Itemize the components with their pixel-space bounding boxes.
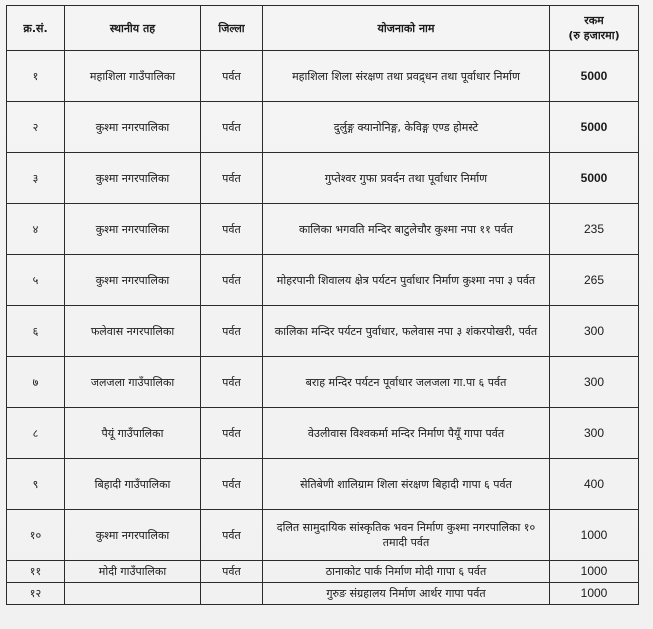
cell-scheme: गुरुङ संग्रहालय निर्माण आर्थर गापा पर्वत <box>263 583 550 605</box>
cell-amount: 1000 <box>550 583 639 605</box>
table-row <box>7 583 639 605</box>
cell-local-level: कुश्मा नगरपालिका <box>65 255 201 306</box>
cell-serial: ८ <box>7 408 65 459</box>
cell-amount: 300 <box>550 357 639 408</box>
cell-local-level: महाशिला गाउँपालिका <box>65 51 201 102</box>
cell-serial: ९ <box>7 459 65 510</box>
table-row <box>7 510 639 561</box>
cell-district: पर्वत <box>201 357 263 408</box>
cell-scheme: कालिका भगवति मन्दिर बाटुलेचौर कुश्मा नपा ११ पर्वत <box>263 204 550 255</box>
table-row <box>7 357 639 408</box>
cell-district: पर्वत <box>201 561 263 583</box>
cell-serial: १ <box>7 51 65 102</box>
header-district: जिल्ला <box>201 6 263 51</box>
cell-serial: ६ <box>7 306 65 357</box>
cell-amount: 265 <box>550 255 639 306</box>
table-header-row <box>7 6 639 51</box>
cell-scheme: वेउलीवास विश्वकर्मा मन्दिर निर्माण पैयूँ गापा पर्वत <box>263 408 550 459</box>
cell-scheme: गुप्तेश्वर गुफा प्रवर्दन तथा पूर्वाधार निर्माण <box>263 153 550 204</box>
cell-district: पर्वत <box>201 510 263 561</box>
cell-serial: ७ <box>7 357 65 408</box>
cell-local-level: मोदी गाउँपालिका <box>65 561 201 583</box>
cell-district: पर्वत <box>201 459 263 510</box>
cell-district: पर्वत <box>201 204 263 255</box>
cell-serial: ४ <box>7 204 65 255</box>
cell-district: पर्वत <box>201 51 263 102</box>
cell-district: पर्वत <box>201 102 263 153</box>
header-serial: क्र.सं. <box>7 6 65 51</box>
table-row <box>7 51 639 102</box>
cell-local-level <box>65 583 201 605</box>
cell-amount: 300 <box>550 306 639 357</box>
cell-local-level: कुश्मा नगरपालिका <box>65 204 201 255</box>
cell-district: पर्वत <box>201 153 263 204</box>
cell-local-level: जलजला गाउँपालिका <box>65 357 201 408</box>
cell-district: पर्वत <box>201 255 263 306</box>
cell-amount: 300 <box>550 408 639 459</box>
cell-district: पर्वत <box>201 408 263 459</box>
cell-scheme: मोहरपानी शिवालय क्षेत्र पर्यटन पुर्वाधार निर्माण कुश्मा नपा ३ पर्वत <box>263 255 550 306</box>
cell-amount: 235 <box>550 204 639 255</box>
cell-serial: ११ <box>7 561 65 583</box>
cell-amount: 5000 <box>550 153 639 204</box>
cell-serial: ५ <box>7 255 65 306</box>
table-row <box>7 408 639 459</box>
cell-amount: 1000 <box>550 510 639 561</box>
cell-local-level: बिहादी गाउँपालिका <box>65 459 201 510</box>
cell-amount: 1000 <box>550 561 639 583</box>
cell-scheme: कालिका मन्दिर पर्यटन पुर्वाधार, फलेवास नपा ३ शंकरपोखरी, पर्वत <box>263 306 550 357</box>
cell-district <box>201 583 263 605</box>
cell-amount: 5000 <box>550 51 639 102</box>
cell-scheme: बराह मन्दिर पर्यटन पूर्वाधार जलजला गा.पा ६ पर्वत <box>263 357 550 408</box>
table-row <box>7 561 639 583</box>
cell-scheme: दलित सामुदायिक सांस्कृतिक भवन निर्माण कुश्मा नगरपालिका १० तमादी पर्वत <box>263 510 550 561</box>
table-row <box>7 102 639 153</box>
cell-amount: 400 <box>550 459 639 510</box>
cell-local-level: फलेवास नगरपालिका <box>65 306 201 357</box>
header-local-level: स्थानीय तह <box>65 6 201 51</box>
header-amount-unit: (रु हजारमा) <box>568 29 620 42</box>
cell-serial: २ <box>7 102 65 153</box>
cell-local-level: कुश्मा नगरपालिका <box>65 153 201 204</box>
header-amount <box>550 6 639 51</box>
cell-scheme: दुर्लुङ्ग क्यानोनिङ्ग, केविङ्ग एण्ड होमस्टे <box>263 102 550 153</box>
cell-scheme: ठानाकोट पार्क निर्माण मोदी गापा ६ पर्वत <box>263 561 550 583</box>
cell-district: पर्वत <box>201 306 263 357</box>
cell-serial: १२ <box>7 583 65 605</box>
cell-local-level: पैयूं गाउँपालिका <box>65 408 201 459</box>
cell-amount: 5000 <box>550 102 639 153</box>
cell-serial: ३ <box>7 153 65 204</box>
cell-local-level: कुश्मा नगरपालिका <box>65 510 201 561</box>
header-amount-label: रकम <box>584 14 604 27</box>
table-row <box>7 204 639 255</box>
table-row <box>7 153 639 204</box>
cell-serial: १० <box>7 510 65 561</box>
table-row <box>7 459 639 510</box>
scheme-table <box>6 5 639 605</box>
cell-scheme: सेतिबेणी शालिग्राम शिला संरक्षण बिहादी गापा ६ पर्वत <box>263 459 550 510</box>
table-row <box>7 306 639 357</box>
cell-local-level: कुश्मा नगरपालिका <box>65 102 201 153</box>
cell-scheme: महाशिला शिला संरक्षण तथा प्रवद्र्धन तथा पूर्वाधार निर्माण <box>263 51 550 102</box>
header-scheme-name: योजनाको नाम <box>263 6 550 51</box>
table-row <box>7 255 639 306</box>
